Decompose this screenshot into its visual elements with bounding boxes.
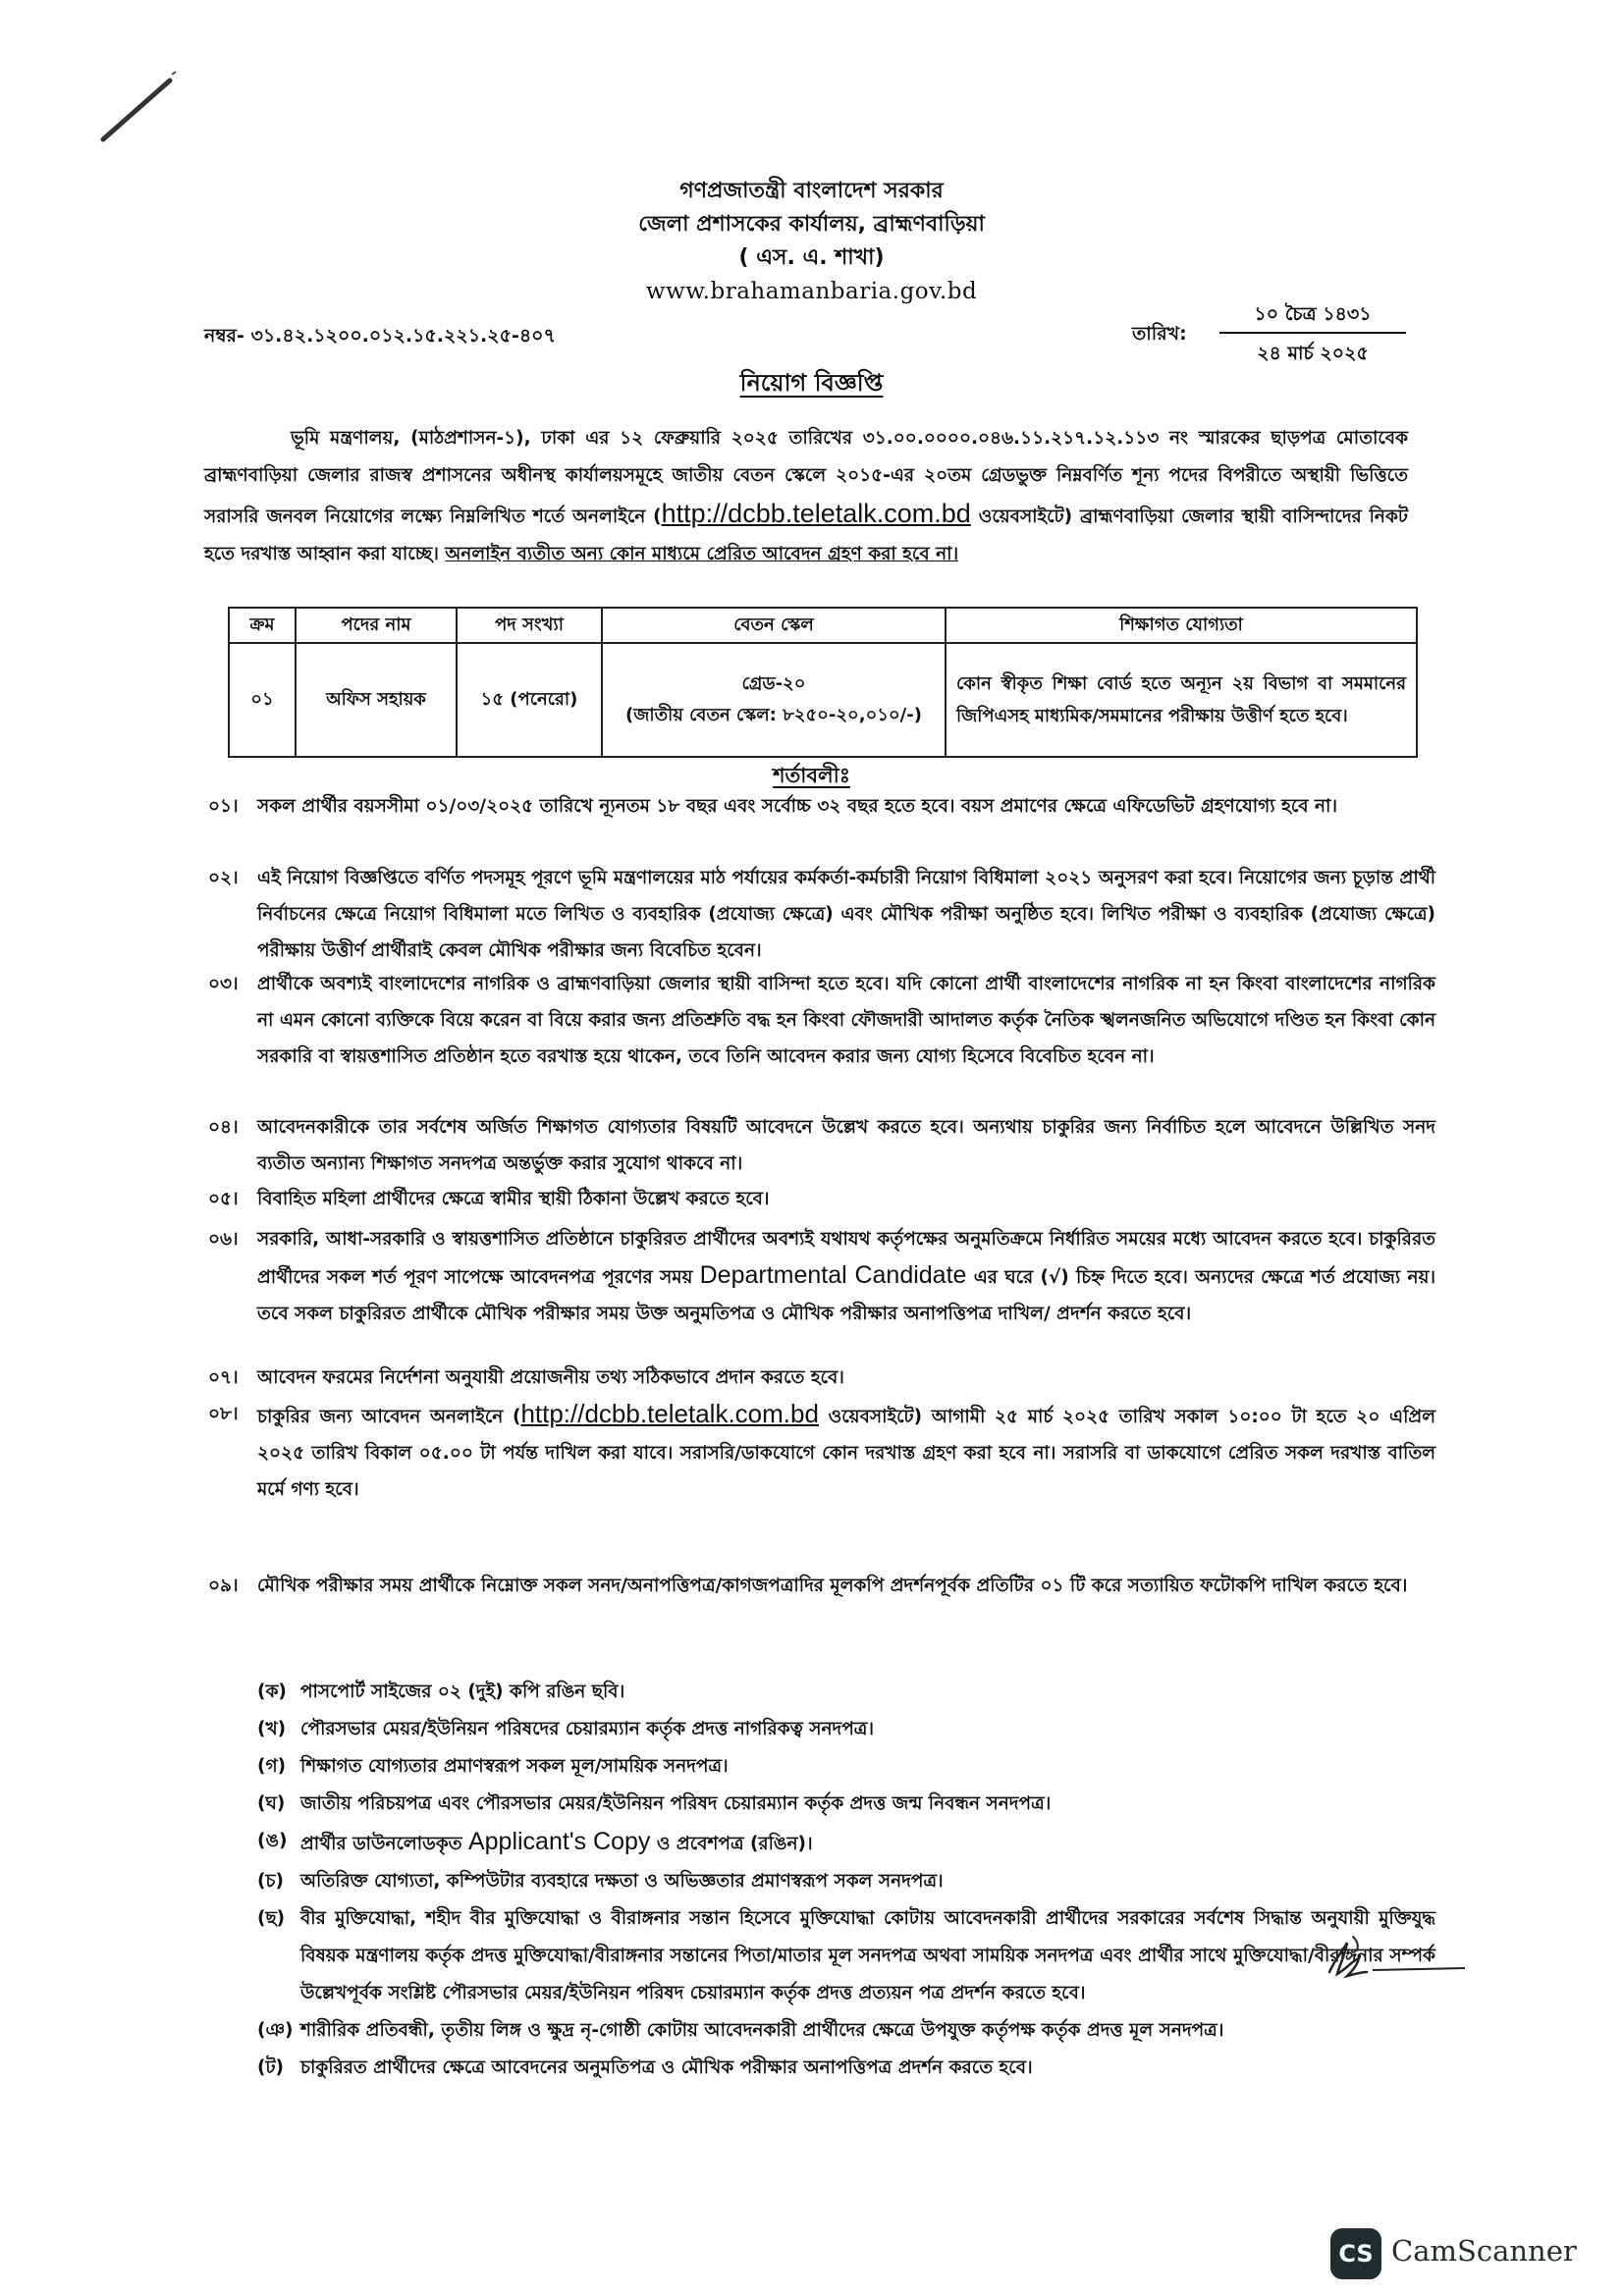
pen-stroke-mark — [93, 69, 182, 147]
condition-item — [208, 1360, 1435, 1396]
list-item — [257, 1748, 1435, 1786]
condition-item — [208, 1396, 1435, 1508]
list-text-part: ও প্রবেশপত্র (রঙিন)। — [650, 1834, 813, 1854]
list-marker: (চ) — [257, 1871, 284, 1892]
table-row — [229, 643, 1417, 757]
list-item — [257, 1711, 1435, 1748]
date-english: ২৪ মার্চ ২০২৫ — [1257, 343, 1369, 364]
condition-text-part: এর ঘরে (√) চিহ্ন দিতে হবে। অন্যদের ক্ষেত্রে শর্ত প্রযোজ্য নয়। তবে সকল চাকুরিরত প্রার্থীকে মৌখিক পরীক্ষার সময় উক্ত অনুমতিপত্র ও মৌখিক পরীক্ষার অনাপত্তিপত্র দাখিল/ প্রদর্শন করতে হবে। — [257, 1267, 1436, 1324]
office-header — [0, 175, 1623, 308]
condition-item — [208, 1109, 1435, 1182]
date-bangla: ১০ চৈত্র ১৪৩১ — [1219, 300, 1406, 334]
memo-number: নম্বর- ৩১.৪২.১২০০.০১২.১৫.২২১.২৫-৪০৭ — [204, 325, 556, 347]
list-text-part: প্রার্থীর ডাউনলোডকৃত — [300, 1834, 468, 1854]
list-text — [300, 1823, 1435, 1863]
condition-text-part: ওয়েবসাইটে) আগামী ২৫ মার্চ ২০২৫ তারিখ সকাল ১০:০০ টা হতে ২০ এপ্রিল ২০২৫ তারিখ বিকাল ০৫.০০ টা পর্যন্ত দাখিল করা যাবে। সরাসরি/ডাকযোগে কোন দরখাস্ত গ্রহণ করা হবে না। সরাসরি বা ডাকযোগে প্রেরিত সকল দরখাস্ত বাতিল মর্মে গণ্য হবে। — [257, 1407, 1436, 1500]
list-marker: (ঘ) — [257, 1793, 286, 1814]
list-item — [257, 1786, 1435, 1823]
intro-paragraph — [204, 420, 1408, 573]
camscanner-watermark — [1330, 2228, 1596, 2279]
intro-text-1: ভূমি মন্ত্রণালয়, (মাঠপ্রশাসন-১), ঢাকা এর ১২ ফেব্রুয়ারি ২০২৫ তারিখের ৩১.০০.০০০০.০৪৬.১১.২১৭.১২.১১৩ নং স্মারকের ছাড়পত্র মোতাবেক ব্রাহ্মণবাড়িয়া জেলার রাজস্ব প্রশাসনের অধীনস্থ কার্যালয়সমূহে জাতীয় বেতন স্কেলে ২০১৫-এর ২০তম গ্রেডভুক্ত নিম্নবর্ণিত শূন্য পদের বিপরীতে অস্থায়ী ভিত্তিতে সরাসরি জনবল নিয়োগের লক্ষ্যে নিম্নলিখিত শর্তে অনলাইনে ( — [204, 428, 1408, 527]
col-qualification: শিক্ষাগত যোগ্যতা — [946, 608, 1417, 643]
departmental-candidate-term: Departmental Candidate — [699, 1261, 967, 1289]
list-text: শিক্ষাগত যোগ্যতার প্রমাণস্বরূপ সকল মূল/সাময়িক সনদপত্র। — [300, 1756, 729, 1777]
application-link: http://dcbb.teletalk.com.bd — [520, 1399, 819, 1428]
list-marker: (ছ) — [257, 1908, 286, 1929]
conditions-title-text: শর্তাবলীঃ — [773, 764, 850, 787]
office-website: www.brahamanbaria.gov.bd — [645, 279, 978, 304]
notice-title — [0, 365, 1623, 404]
camscanner-logo-icon: CS — [1330, 2228, 1381, 2279]
cell-count: ১৫ (পনেরো) — [457, 643, 602, 757]
condition-number: ০৪। — [208, 1117, 239, 1138]
condition-text: প্রার্থীকে অবশ্যই বাংলাদেশের নাগরিক ও ব্রাহ্মণবাড়িয়া জেলার স্থায়ী বাসিন্দা হতে হবে। যদি কোনো প্রার্থী বাংলাদেশের নাগরিক না হন কিংবা বাংলাদেশের নাগরিক না এমন কোনো ব্যক্তিকে বিয়ে করেন বা বিয়ে করার জন্য প্রতিশ্রুতি বদ্ধ হন কিংবা ফৌজদারী আদালত কর্তৃক নৈতিক স্খলনজনিত অভিযোগে দণ্ডিত হন কিংবা কোন সরকারি বা স্বায়ত্তশাসিত প্রতিষ্ঠান হতে বরখাস্ত হয়ে থাকেন, তবে তিনি আবেদন করার জন্য যোগ্য হিসেবে বিবেচিত হবেন না। — [257, 974, 1435, 1067]
condition-item — [208, 1221, 1435, 1332]
office-name: জেলা প্রশাসকের কার্যালয়, ব্রাহ্মণবাড়িয়া — [638, 212, 985, 237]
document-list — [257, 1674, 1435, 2087]
condition-text-part: চাকুরির জন্য আবেদন অনলাইনে ( — [257, 1407, 521, 1427]
list-item — [257, 1863, 1435, 1900]
list-marker: (ট) — [257, 2057, 284, 2078]
condition-item — [208, 788, 1435, 825]
scale-text: (জাতীয় বেতন স্কেল: ৮২৫০-২০,০১০/-) — [625, 705, 922, 725]
list-marker: (ক) — [257, 1682, 287, 1702]
intro-online-only-note: অনলাইন ব্যতীত অন্য কোন মাধ্যমে প্রেরিত আবেদন গ্রহণ করা হবে না। — [445, 544, 959, 564]
condition-item — [208, 1181, 1435, 1217]
list-item — [257, 2050, 1435, 2087]
list-text: অতিরিক্ত যোগ্যতা, কম্পিউটার ব্যবহারে দক্ষতা ও অভিজ্ঞতার প্রমাণস্বরূপ সকল সনদপত্র। — [300, 1871, 944, 1892]
government-name: গণপ্রজাতন্ত্রী বাংলাদেশ সরকার — [679, 179, 944, 203]
condition-text-part: সরকারি, আধা-সরকারি ও স্বায়ত্তশাসিত প্রতিষ্ঠানে চাকুরিরত প্রার্থীদের অবশ্যই যথাযথ কর্তৃপক্ষের অনুমতিক্রমে নির্ধারিত সময়ের মধ্যে আবেদন করতে হবে। চাকুরিরত প্রার্থীদের সকল শর্ত পূরণ সাপেক্ষে আবেদনপত্র পূরণের সময় — [257, 1229, 1435, 1288]
list-text: বীর মুক্তিযোদ্ধা, শহীদ বীর মুক্তিযোদ্ধা ও বীরাঙ্গনার সন্তান হিসেবে মুক্তিযোদ্ধা কোটায় আবেদনকারী প্রার্থীদের সরকারের সর্বশেষ সিদ্ধান্ত অনুযায়ী মুক্তিযুদ্ধ বিষয়ক মন্ত্রণালয় কর্তৃক প্রদত্ত মুক্তিযোদ্ধা/বীরাঙ্গনার সন্তানের পিতা/মাতার মূল সনদপত্র অথবা সাময়িক সনদপত্র এবং প্রার্থীর সাথে মুক্তিযোদ্ধা/বীরাঙ্গনার সম্পর্ক উল্লেখপূর্বক সংশ্লিষ্ট পৌরসভার মেয়র/ইউনিয়ন পরিষদ চেয়ারম্যান কর্তৃক প্রদত্ত প্রত্যয়ন পত্র প্রদর্শন করতে হবে। — [300, 1908, 1435, 2003]
date-label: তারিখ: — [1132, 323, 1187, 345]
condition-text: বিবাহিত মহিলা প্রার্থীদের ক্ষেত্রে স্বামীর স্থায়ী ঠিকানা উল্লেখ করতে হবে। — [257, 1189, 770, 1209]
condition-number: ০৯। — [208, 1575, 239, 1596]
condition-item — [208, 966, 1435, 1075]
cell-serial: ০১ — [229, 643, 296, 757]
condition-number: ০৬। — [208, 1229, 239, 1250]
condition-text — [257, 1396, 1435, 1508]
list-marker: (ঙ) — [257, 1831, 288, 1851]
intro-text-2: ওয়েবসাইটে) ব্রাহ্মণবাড়িয়া জেলার স্থায়ী বাসিন্দাদের নিকট হতে দরখাস্ত আহ্বান করা যাচ্ছে। — [204, 507, 1408, 564]
col-count: পদ সংখ্যা — [457, 608, 602, 643]
list-marker: (খ) — [257, 1719, 287, 1739]
applicant-copy-term: Applicant's Copy — [467, 1828, 651, 1855]
list-item — [257, 1674, 1435, 1711]
cell-qualification: কোন স্বীকৃত শিক্ষা বোর্ড হতে অন্যূন ২য় বিভাগ বা সমমানের জিপিএসহ মাধ্যমিক/সমমানের পরীক্ষায় উত্তীর্ণ হতে হবে। — [946, 643, 1417, 757]
col-post: পদের নাম — [296, 608, 457, 643]
condition-text: এই নিয়োগ বিজ্ঞপ্তিতে বর্ণিত পদসমূহ পূরণে ভূমি মন্ত্রণালয়ের মাঠ পর্যায়ের কর্মকর্তা-কর্মচারী নিয়োগ বিধিমালা ২০২১ অনুসরণ করা হবে। নিয়োগের জন্য চূড়ান্ত প্রার্থী নির্বাচনের ক্ষেত্রে নিয়োগ বিধিমালা মতে লিখিত ও ব্যবহারিক (প্রযোজ্য ক্ষেত্রে) এবং মৌখিক পরীক্ষা অনুষ্ঠিত হবে। লিখিত পরীক্ষা ও ব্যবহারিক (প্রযোজ্য ক্ষেত্রে) পরীক্ষায় উত্তীর্ণ প্রার্থীরাই কেবল মৌখিক পরীক্ষার জন্য বিবেচিত হবেন। — [257, 868, 1435, 961]
signature — [1318, 1929, 1475, 1988]
col-pay-scale: বেতন স্কেল — [602, 608, 946, 643]
table-header-row — [229, 608, 1417, 643]
list-text: চাকুরিরত প্রার্থীদের ক্ষেত্রে আবেদনের অনুমতিপত্র ও মৌখিক পরীক্ষার অনাপত্তিপত্র প্রদর্শন করতে হবে। — [300, 2057, 1033, 2078]
cell-post: অফিস সহায়ক — [296, 643, 457, 757]
memo-date — [1219, 300, 1406, 367]
condition-number: ০৩। — [208, 974, 239, 994]
list-marker: (গ) — [257, 1756, 287, 1777]
condition-text: আবেদন ফরমের নির্দেশনা অনুযায়ী প্রয়োজনীয় তথ্য সঠিকভাবে প্রদান করতে হবে। — [257, 1367, 844, 1388]
list-marker: (ঞ) — [257, 2020, 294, 2041]
list-text: শারীরিক প্রতিবন্ধী, তৃতীয় লিঙ্গ ও ক্ষুদ্র নৃ-গোষ্ঠী কোটায় আবেদনকারী প্রার্থীদের ক্ষেত্রে উপযুক্ত কর্তৃপক্ষ কর্তৃক প্রদত্ত মূল সনদপত্র। — [300, 2020, 1224, 2041]
condition-text: আবেদনকারীকে তার সর্বশেষ অর্জিত শিক্ষাগত যোগ্যতার বিষয়টি আবেদনে উল্লেখ করতে হবে। অন্যথায় চাকুরির জন্য নির্বাচিত হলে আবেদনে উল্লিখিত সনদ ব্যতীত অন্যান্য শিক্ষাগত সনদপত্র অন্তর্ভুক্ত করার সুযোগ থাকবে না। — [257, 1117, 1435, 1174]
condition-number: ০৭। — [208, 1367, 239, 1388]
col-serial: ক্রম — [229, 608, 296, 643]
condition-text: মৌখিক পরীক্ষার সময় প্রার্থীকে নিম্নোক্ত সকল সনদ/অনাপত্তিপত্র/কাগজপত্রাদির মূলকপি প্রদর্শনপূর্বক প্রতিটির ০১ টি করে সত্যায়িত ফটোকপি দাখিল করতে হবে। — [257, 1575, 1408, 1596]
list-text: পৌরসভার মেয়র/ইউনিয়ন পরিষদের চেয়ারম্যান কর্তৃক প্রদত্ত নাগরিকত্ব সনদপত্র। — [300, 1719, 874, 1739]
camscanner-label: CamScanner — [1391, 2234, 1577, 2268]
condition-item — [208, 1568, 1435, 1604]
list-item — [257, 2012, 1435, 2050]
condition-item — [208, 860, 1435, 969]
grade-text: গ্রেড-২০ — [741, 673, 806, 694]
list-text: পাসপোর্ট সাইজের ০২ (দুই) কপি রঙিন ছবি। — [300, 1682, 625, 1702]
notice-title-text: নিয়োগ বিজ্ঞপ্তি — [739, 369, 884, 397]
list-item — [257, 1900, 1435, 2012]
condition-number: ০৫। — [208, 1189, 239, 1209]
condition-text: সকল প্রার্থীর বয়সসীমা ০১/০৩/২০২৫ তারিখে ন্যূনতম ১৮ বছর এবং সর্বোচ্চ ৩২ বছর হতে হবে। বয়স প্রমাণের ক্ষেত্রে এফিডেভিট গ্রহণযোগ্য হবে না। — [257, 796, 1338, 817]
list-text: জাতীয় পরিচয়পত্র এবং পৌরসভার মেয়র/ইউনিয়ন পরিষদ চেয়ারম্যান কর্তৃক প্রদত্ত জন্ম নিবন্ধন সনদপত্র। — [300, 1793, 1052, 1814]
condition-text — [257, 1221, 1435, 1332]
vacancy-table — [228, 607, 1418, 758]
section-name: ( এস. এ. শাখা) — [738, 245, 885, 270]
condition-number: ০৮। — [208, 1404, 239, 1424]
list-item — [257, 1823, 1435, 1863]
cell-pay-scale — [602, 643, 946, 757]
intro-link: http://dcbb.teletalk.com.bd — [661, 499, 971, 528]
condition-number: ০১। — [208, 796, 239, 817]
condition-number: ০২। — [208, 868, 239, 888]
